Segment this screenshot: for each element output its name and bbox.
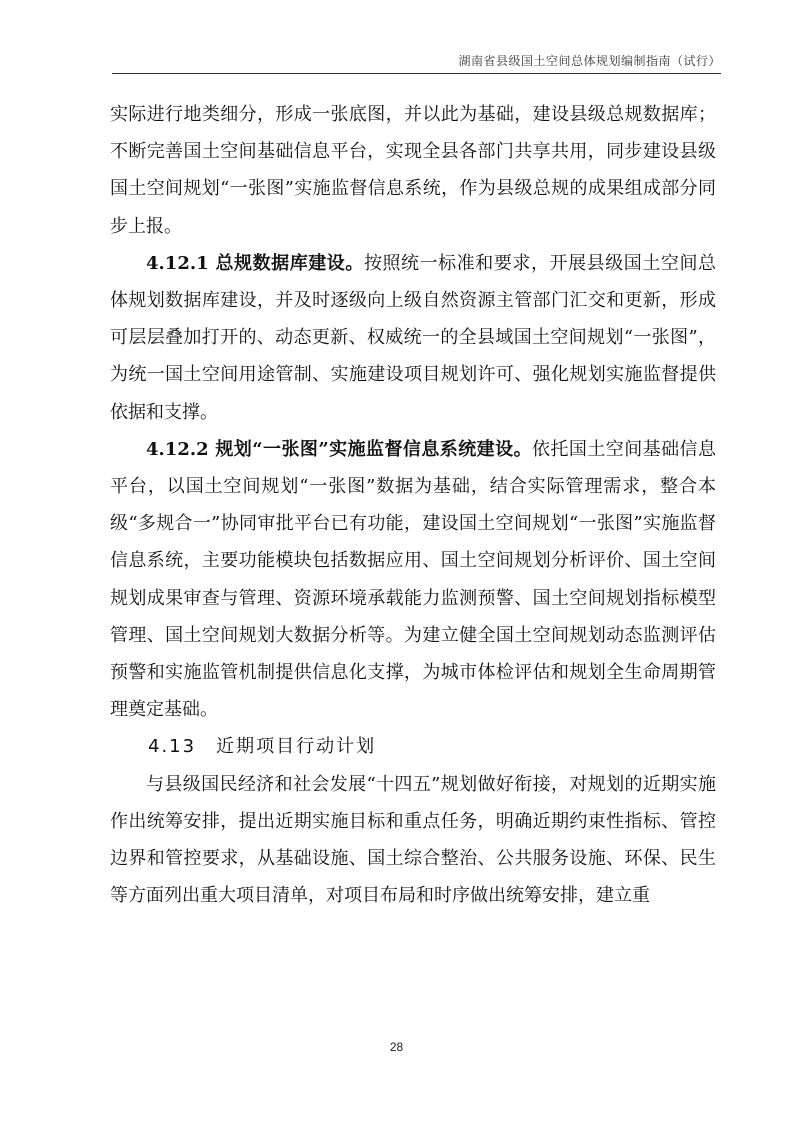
paragraph-4-12-2 (110, 431, 716, 729)
page-number: 28 (389, 1040, 404, 1054)
paragraph-continuation: 实际进行地类细分，形成一张底图，并以此为基础，建设县级总规数据库；不断完善国土空间基础信息平台，实现全县各部门共享共用，同步建设县级国土空间规划“一张图”实施监督信息系统，作为县级总规的成果组成部分同步上报。 (110, 104, 716, 237)
clause-heading-4-12-2: 4.12.2 规划“一张图”实施监督信息系统建设。 (146, 438, 533, 460)
clause-heading-4-12-1: 4.12.1 总规数据库建设。 (146, 252, 364, 274)
paragraph-4-13: 与县级国民经济和社会发展“十四五”规划做好衔接，对规划的近期实施作出统筹安排，提出近期实施目标和重点任务，明确近期约束性指标、管控边界和管控要求，从基础设施、国土综合整治、公共服务设施、环保、民生等方面列出重大项目清单，对项目布局和时序做出统筹安排，建立重 (110, 773, 716, 907)
clause-text-4-12-2: 依托国土空间基础信息平台，以国土空间规划“一张图”数据为基础，结合实际管理需求，整合本级“多规合一”协同审批平台已有功能，建设国土空间规划“一张图”实施监督信息系统，主要功能模块包括数据应用、国土空间规划分析评价、国土空间规划成果审查与管理、资源环境承载能力监测预警、国土空间规划指标模型管理、国土空间规划大数据分析等。为建立健全国土空间规划动态监测评估预警和实施监管机制提供信息化支撑，为城市体检评估和规划全生命周期管理奠定基础。 (110, 438, 716, 721)
paragraph-4-12-1 (110, 245, 716, 431)
clause-text-4-12-1: 按照统一标准和要求，开展县级国土空间总体规划数据库建设，并及时逐级向上级自然资源主管部门汇交和更新，形成可层层叠加打开的、动态更新、权威统一的全县域国土空间规划“一张图”，为统一国土空间用途管制、实施建设项目规划许可、强化规划实施监督提供依据和支撑。 (110, 252, 716, 423)
header-divider (112, 73, 721, 74)
section-heading-4-13: 4.13 近期项目行动计划 (148, 736, 377, 758)
document-body (110, 96, 716, 914)
running-header-title: 湖南省县级国土空间总体规划编制指南（试行） (458, 54, 721, 68)
